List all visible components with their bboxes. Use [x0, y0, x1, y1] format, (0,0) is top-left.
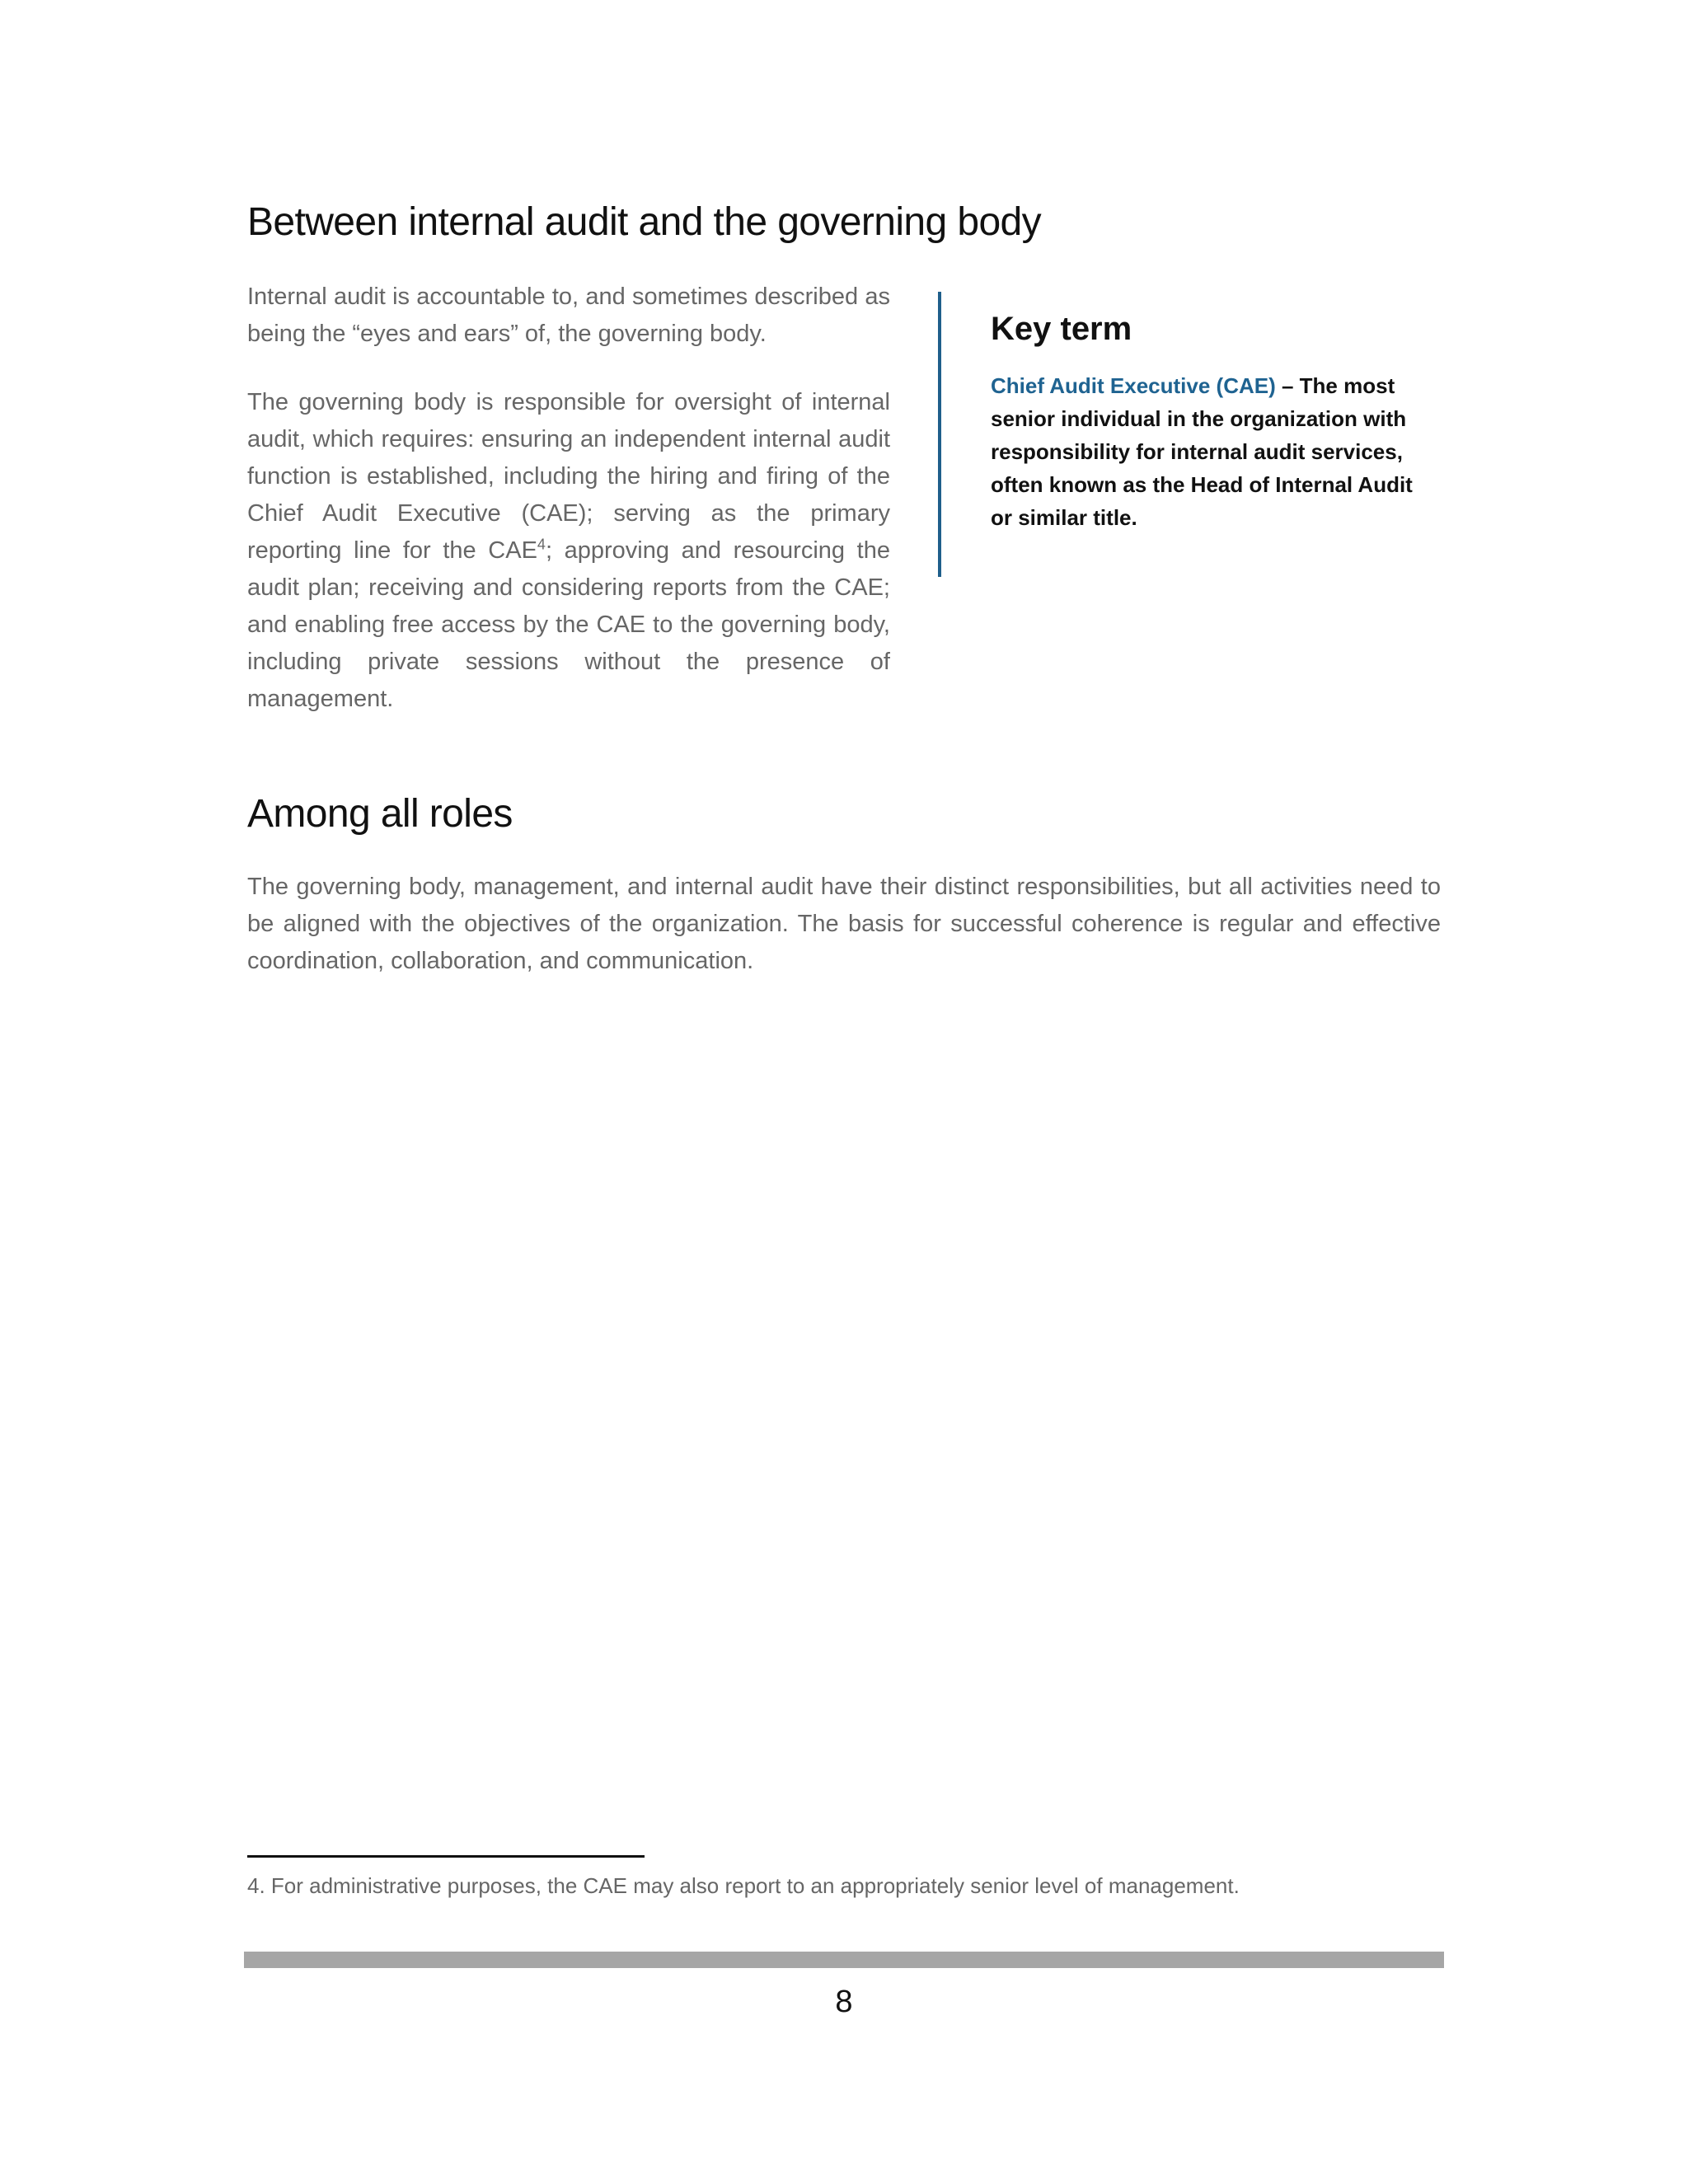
paragraph-oversight	[247, 384, 890, 718]
footnote-reference[interactable]: 4	[537, 536, 546, 553]
section-heading-among-all-roles: Among all roles	[247, 792, 513, 836]
key-term-title: Key term	[991, 311, 1132, 347]
key-term-name: Chief Audit Executive (CAE)	[991, 373, 1276, 398]
footnote-separator	[247, 1855, 645, 1858]
paragraph-oversight-text-start: The governing body is responsible for oversight of internal audit, which requires: ensuring an independent internal audit function is established, including the hiring and firing of the Chief Audit Executive (CAE); serving as the primary reporting line for the CAE	[247, 389, 890, 564]
paragraph-accountability: Internal audit is accountable to, and sometimes described as being the “eyes and ears” of, the governing body.	[247, 284, 890, 347]
key-term-definition-text: – The most senior individual in the organization with responsibility for internal audit services, often known as the Head of Internal Audit or similar title.	[991, 373, 1413, 530]
key-term-definition	[991, 369, 1436, 534]
paragraph-coordination: The governing body, management, and internal audit have their distinct responsibilities, but all activities need to be aligned with the objectives of the organization. The basis for successful coherence is regular and effective coordination, collaboration, and communication.	[247, 874, 1441, 974]
key-term-accent-rule	[938, 292, 941, 577]
paragraph-oversight-text-end: ; approving and resourcing the audit plan; receiving and considering reports from the CAE; and enabling free access by the CAE to the governing body, including private sessions without the presence of management.	[247, 537, 890, 712]
footnote-text: 4. For administrative purposes, the CAE may also report to an appropriately senior level of management.	[247, 1873, 1240, 1898]
section-heading-internal-audit-governing-body: Between internal audit and the governing body	[247, 200, 1042, 244]
footer-bar	[244, 1952, 1444, 1968]
page-number: 8	[835, 1985, 853, 2019]
